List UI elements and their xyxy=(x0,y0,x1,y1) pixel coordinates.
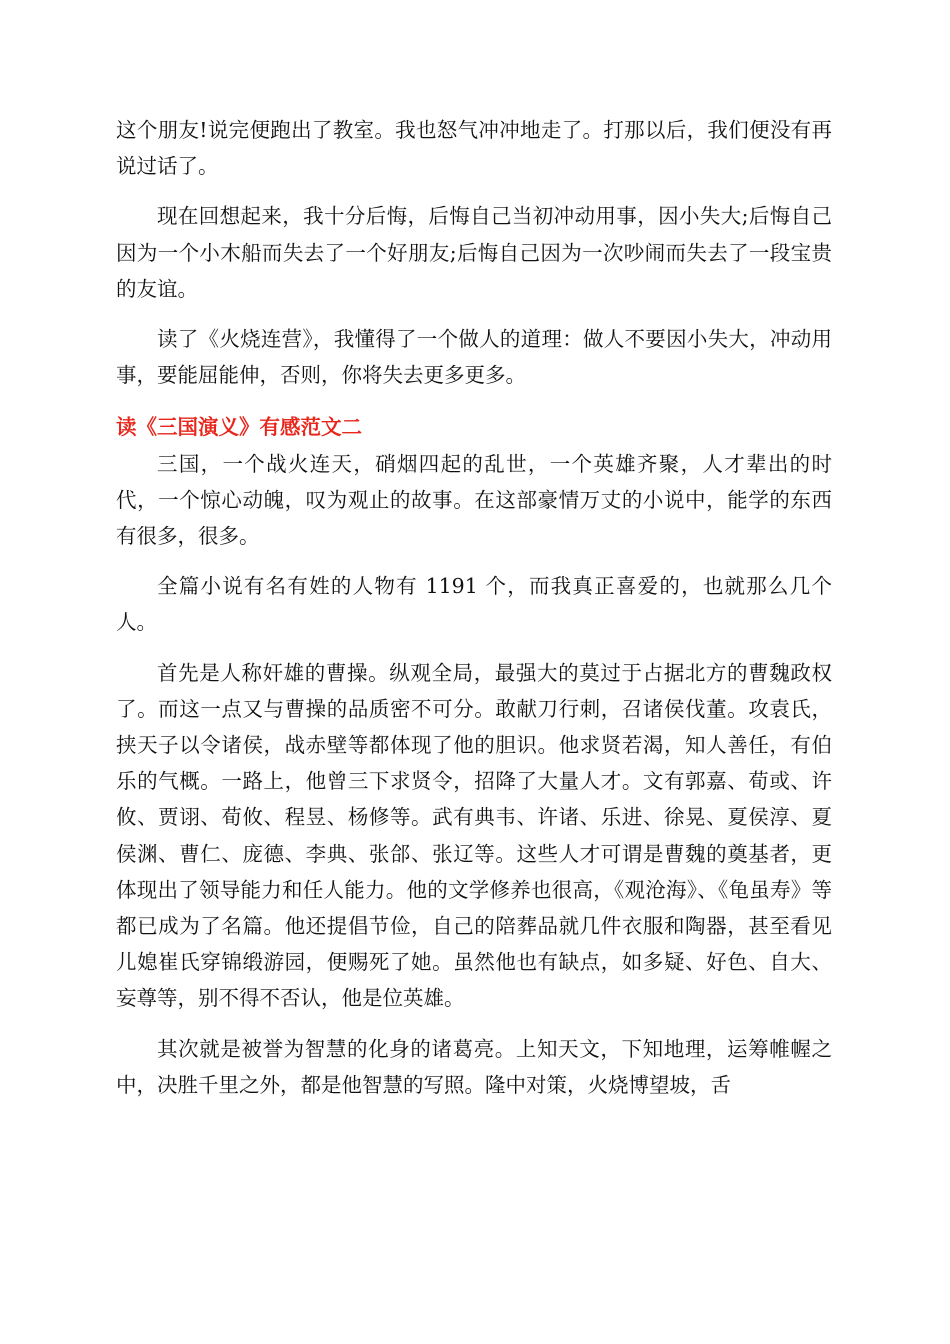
paragraph-5: 全篇小说有名有姓的人物有 1191 个，而我真正喜爱的，也就那么几个人。 xyxy=(116,574,832,635)
paragraph-2: 现在回想起来，我十分后悔，后悔自己当初冲动用事，因小失大;后悔自己因为一个小木船而失去了一个好朋友;后悔自己因为一次吵闹而失去了一段宝贵的友谊。 xyxy=(116,204,832,301)
document-page xyxy=(116,112,832,1117)
paragraph-6: 首先是人称奸雄的曹操。纵观全局，最强大的莫过于占据北方的曹魏政权了。而这一点又与曹操的品质密不可分。敢献刀行刺，召诸侯伐董。攻袁氏，挟天子以令诸侯，战赤壁等都体现了他的胆识。他求贤若渴，知人善任，有伯乐的气概。一路上，他曾三下求贤令，招降了大量人才。文有郭嘉、荀或、许攸、贾诩、荀攸、程昱、杨修等。武有典韦、许诸、乐进、徐晃、夏侯淳、夏侯渊、曹仁、庞德、李典、张郃、张辽等。这些人才可谓是曹魏的奠基者，更体现出了领导能力和任人能力。他的文学修养也很高，《观沧海》、《龟虽寿》等都已成为了名篇。他还提倡节俭，自己的陪葬品就几件衣服和陶器，甚至看见儿媳崔氏穿锦缎游园，便赐死了她。虽然他也有缺点，如多疑、好色、自大、妄尊等，别不得不否认，他是位英雄。 xyxy=(116,660,832,1011)
section-heading: 读《三国演义》有感范文二 xyxy=(116,415,362,440)
paragraph-3: 读了《火烧连营》，我懂得了一个做人的道理：做人不要因小失大，冲动用事，要能屈能伸，否则，你将失去更多更多。 xyxy=(116,327,832,388)
paragraph-4: 三国，一个战火连天，硝烟四起的乱世，一个英雄齐聚，人才辈出的时代，一个惊心动魄，叹为观止的故事。在这部豪情万丈的小说中，能学的东西有很多，很多。 xyxy=(116,451,832,549)
paragraph-1: 这个朋友!说完便跑出了教室。我也怒气冲冲地走了。打那以后，我们便没有再说过话了。 xyxy=(116,118,832,179)
paragraph-7: 其次就是被誉为智慧的化身的诸葛亮。上知天文，下知地理，运筹帷幄之中，决胜千里之外，都是他智慧的写照。隆中对策，火烧博望坡，舌 xyxy=(116,1036,832,1097)
